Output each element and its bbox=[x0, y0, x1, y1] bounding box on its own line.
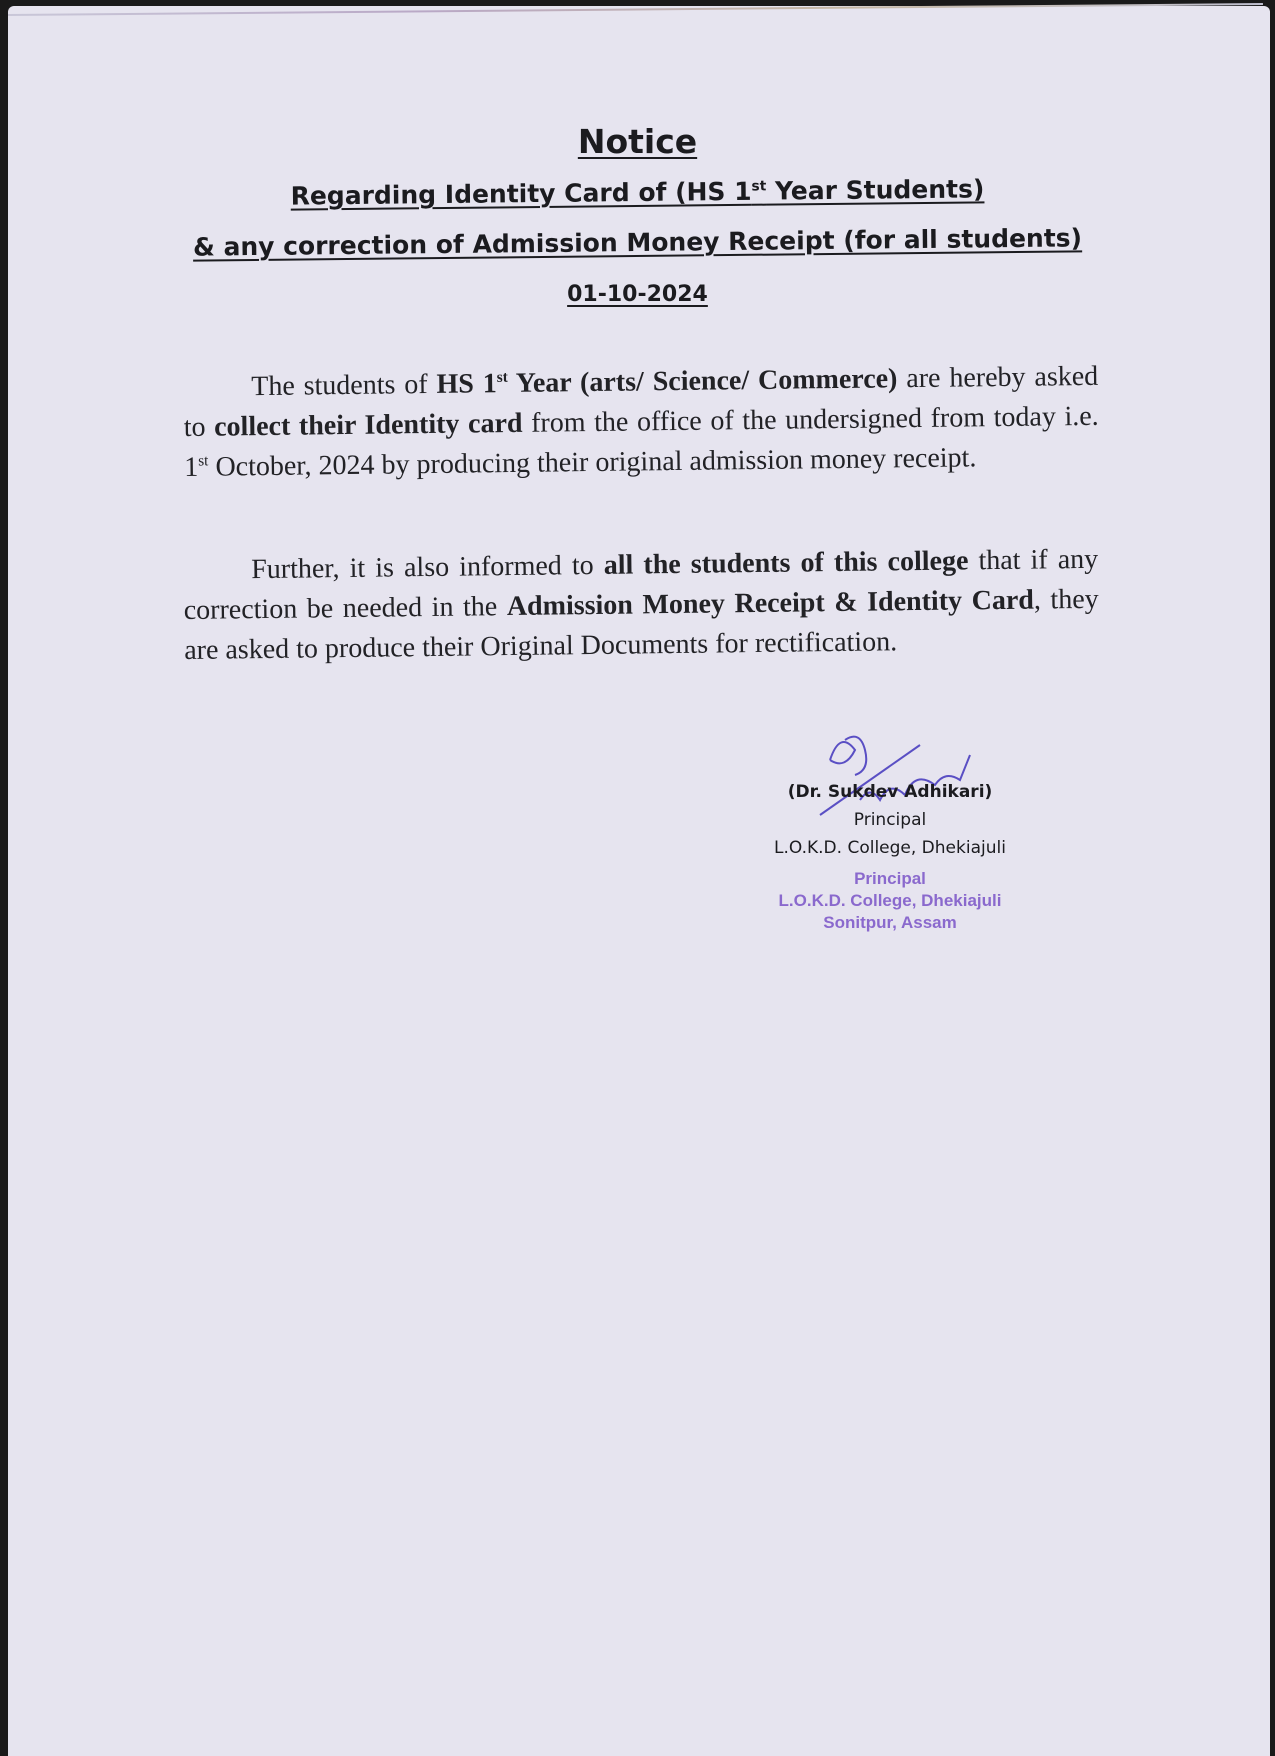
signatory-designation: Principal bbox=[853, 810, 927, 830]
notice-subtitle-line2: & any correction of Admission Money Receipt (for all students) bbox=[192, 223, 1083, 262]
body-paragraph-2: Further, it is also informed to all the students of this college that if any correction be needed in the Admission Money Receipt & Identity Card, they are asked to produce their Original Documents for rectification. bbox=[183, 543, 1099, 666]
paper-sheet bbox=[8, 6, 1270, 1756]
notice-subtitle-line1: Regarding Identity Card of (HS 1st Year Students) bbox=[290, 174, 985, 211]
stamp-line-1: Principal bbox=[854, 869, 926, 888]
stamp-line-2: L.O.K.D. College, Dhekiajuli bbox=[778, 891, 1002, 910]
official-stamp bbox=[740, 868, 1040, 934]
notice-date: 01-10-2024 bbox=[567, 282, 708, 307]
notice-title: Notice bbox=[577, 122, 698, 161]
signatory-name: (Dr. Sukdev Adhikari) bbox=[787, 782, 993, 802]
stamp-line-3: Sonitpur, Assam bbox=[823, 913, 957, 932]
signatory-college: L.O.K.D. College, Dhekiajuli bbox=[774, 838, 1006, 858]
body-paragraph-1: The students of HS 1st Year (arts/ Science/ Commerce) are hereby asked to collect their Identity card from the office of the undersigned from today i.e. 1st October, 2024 by producing their original admission money receipt. bbox=[183, 360, 1099, 483]
